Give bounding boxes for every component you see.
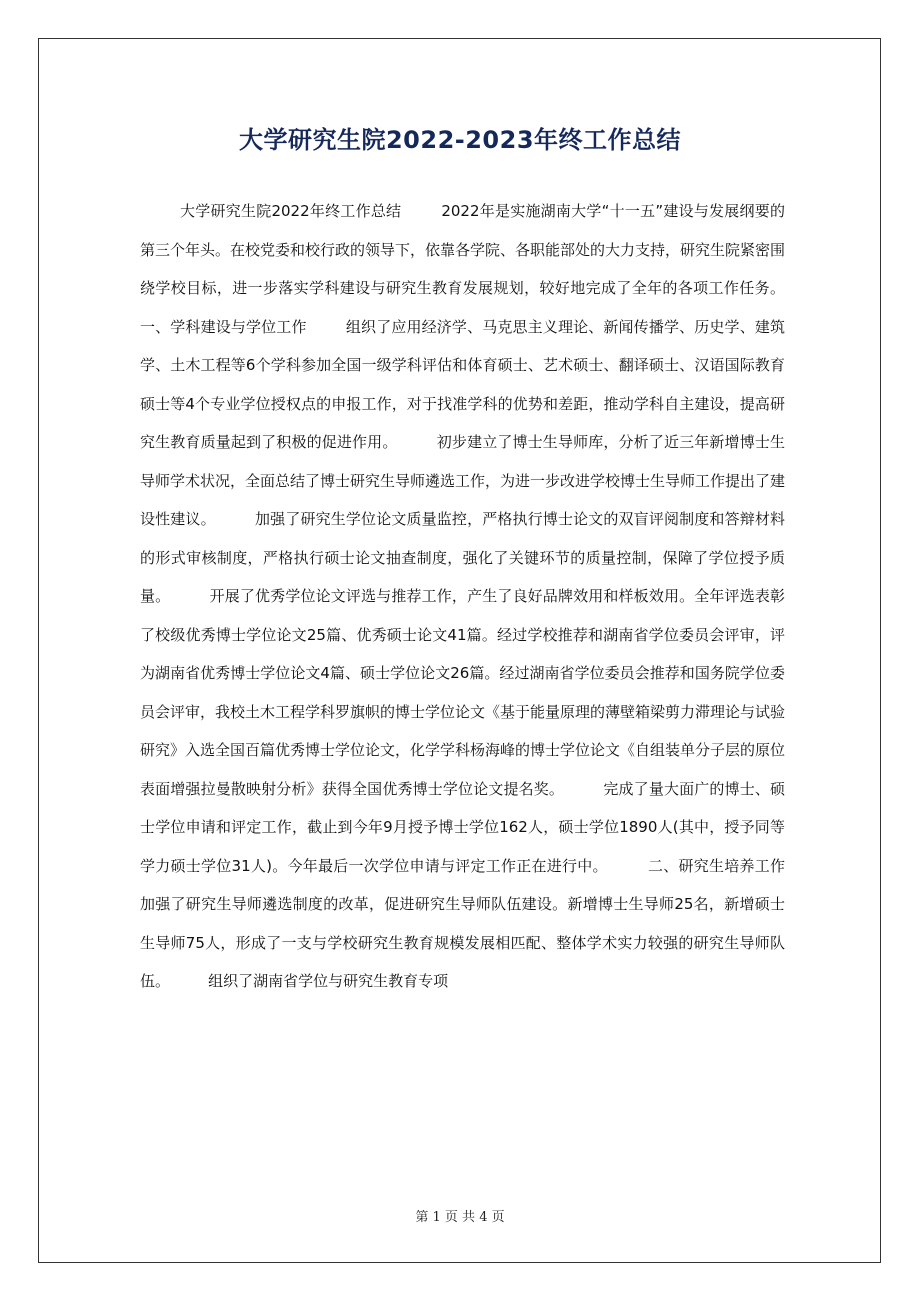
page-footer: 第 1 页 共 4 页 [415, 1210, 505, 1225]
document-body: 大学研究生院2022年终工作总结 2022年是实施湖南大学“十一五”建设与发展纲要的第三个年头。在校党委和校行政的领导下，依靠各学院、各职能部处的大力支持，研究生院紧密围绕学校目标，进一步落实学科建设与研究生教育发展规划，较好地完成了全年的各项工作任务。 一、学科建设与学位工作 组织了应用经济学、马克思主义理论、新闻传播学、历史学、建筑学、土木工程等6个学科参加全国一级学科评估和体育硕士、艺术硕士、翻译硕士、汉语国际教育硕士等4个专业学位授权点的申报工作，对于找准学科的优势和差距，推动学科自主建设，提高研究生教育质量起到了积极的促进作用。 初步建立了博士生导师库，分析了近三年新增博士生导师学术状况，全面总结了博士研究生导师遴选工作，为进一步改进学校博士生导师工作提出了建设性建议。 加强了研究生学位论文质量监控，严格执行博士论文的双盲评阅制度和答辩材料的形式审核制度，严格执行硕士论文抽查制度，强化了关键环节的质量控制，保障了学位授予质量。 开展了优秀学位论文评选与推荐工作，产生了良好品牌效用和样板效用。全年评选表彰了校级优秀博士学位论文25篇、优秀硕士论文41篇。经过学校推荐和湖南省学位委员会评审，评为湖南省优秀博士学位论文4篇、硕士学位论文26篇。经过湖南省学位委员会推荐和国务院学位委员会评审，我校土木工程学科罗旗帜的博士学位论文《基于能量原理的薄壁箱梁剪力滞理论与试验研究》入选全国百篇优秀博士学位论文，化学学科杨海峰的博士学位论文《自组装单分子层的原位表面增强拉曼散映射分析》获得全国优秀博士学位论文提名奖。 完成了量大面广的博士、硕士学位申请和评定工作，截止到今年9月授予博士学位162人，硕士学位1890人(其中，授予同等学力硕士学位31人)。今年最后一次学位申请与评定工作正在进行中。 二、研究生培养工作 加强了研究生导师遴选制度的改革，促进研究生导师队伍建设。新增博士生导师25名，新增硕士生导师75人，形成了一支与学校研究生教育规模发展相匹配、整体学术实力较强的研究生导师队伍。 组织了湖南省学位与研究生教育专项 [140, 202, 824, 990]
document-title: 大学研究生院2022-2023年终工作总结 [238, 126, 682, 154]
